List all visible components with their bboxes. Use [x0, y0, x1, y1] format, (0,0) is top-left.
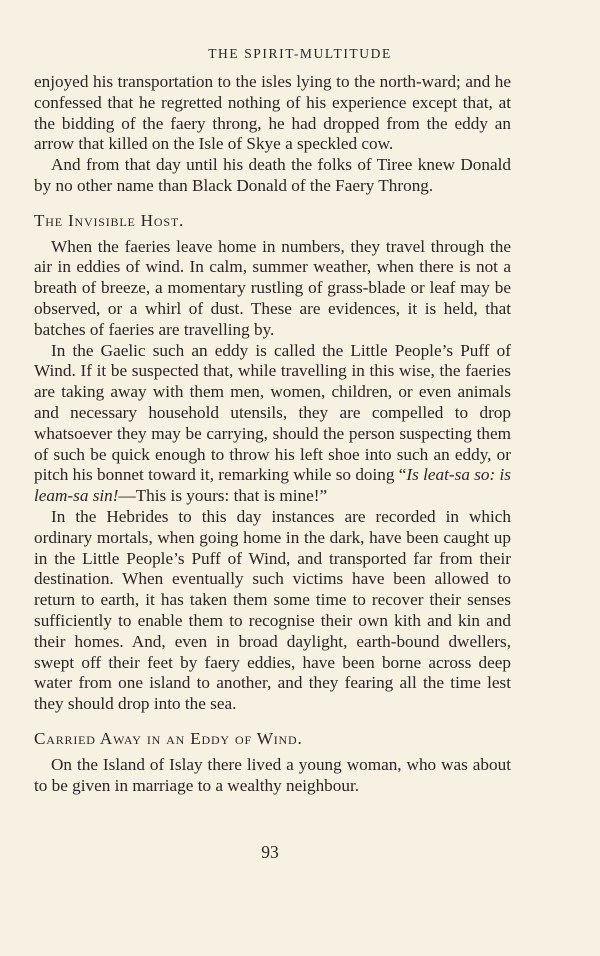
gaelic-phrase: Is leat-sa so: is leam-sa sin!: [34, 465, 512, 506]
running-title: THE SPIRIT-MULTITUDE: [208, 46, 392, 61]
page-body: [34, 72, 511, 796]
paragraph-islay: On the Island of Islay there lived a young woman, who was about to be given in marriage to a wealthy neighbour.: [34, 754, 511, 795]
paragraph-gaelic-puff-of-wind: [34, 341, 511, 507]
page-number: 93: [261, 842, 279, 862]
paragraph-text: In the Gaelic such an eddy is called the Little People’s Puff of Wind. If it be suspected that, while travelling in this wise, the faeries are taking away with them men, women, children, or even animals and necessary household utensils, they are compelled to drop whatsoever they may be carrying, should the person suspecting them of such be quick enough to throw his left shoe into such an eddy, or pitch his bonnet toward it, remarking while so doing “: [34, 340, 511, 485]
paragraph-continuation: enjoyed his transportation to the isles lying to the north-ward; and he confessed that he regretted nothing of his experience except that, at the bidding of the faery throng, he had dropped from the eddy an arrow that killed on the Isle of Skye a speckled cow.: [34, 72, 511, 154]
paragraph-black-donald: And from that day until his death the folks of Tiree knew Donald by no other name than Black Donald of the Faery Throng.: [34, 155, 511, 195]
paragraph-text: —This is yours: that is mine!”: [118, 486, 328, 506]
section-heading-carried-away: Carried Away in an Eddy of Wind.: [34, 728, 303, 748]
paragraph-eddies-of-wind: When the faeries leave home in numbers, they travel through the air in eddies of wind. In calm, summer weather, when there is not a breath of breeze, a momentary rustling of grass-blade or leaf may be observed, or a whirl of dust. These are evidences, it is held, that batches of faeries are travelling by.: [34, 236, 511, 339]
paragraph-hebrides: In the Hebrides to this day instances are recorded in which ordinary mortals, when going home in the dark, have been caught up in the Little People’s Puff of Wind, and transported far from their destination. When eventually such victims have been allowed to return to earth, it has taken them some time to recover their senses sufficiently to enable them to recognise their own kith and kin and their homes. And, even in broad daylight, earth-bound dwellers, swept off their feet by faery eddies, have been borne across deep water from one island to another, and they fearing all the time lest they should drop into the sea.: [34, 506, 511, 714]
section-heading-invisible-host: The Invisible Host.: [34, 210, 185, 230]
